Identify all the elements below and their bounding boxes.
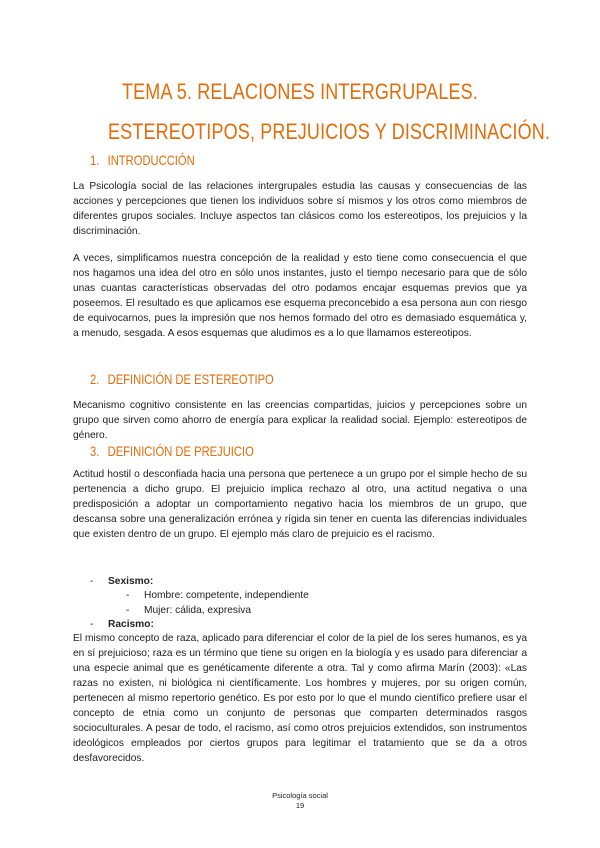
bullet-dash: - — [126, 605, 130, 616]
bullet-dash: - — [90, 576, 94, 587]
section-number: 2. — [90, 371, 100, 387]
bullet-label: Racismo: — [108, 619, 154, 630]
bullet-racismo — [90, 617, 154, 632]
section-heading-introduccion — [90, 152, 195, 168]
bullet-dash: - — [90, 619, 94, 630]
sub-bullet-text: Mujer: cálida, expresiva — [144, 605, 252, 616]
section-title: DEFINICIÓN DE ESTEREOTIPO — [107, 371, 274, 387]
document-title-line-1: TEMA 5. RELACIONES INTERGRUPALES. — [121, 79, 479, 104]
sub-bullet-text: Hombre: competente, independiente — [144, 590, 309, 601]
section-title: INTRODUCCIÓN — [107, 152, 195, 168]
document-title-line-2: ESTEREOTIPOS, PREJUICIOS Y DISCRIMINACIÓN. — [108, 119, 551, 144]
paragraph-intro-2: A veces, simplificamos nuestra concepción de la realidad y esto tiene como consecuencia el que nos hagamos una idea del otro en sólo unos instantes, justo el tiempo necesario para que de sólo unas cuantas características observadas del otro podamos encajar esquemas previos que ya poseemos. El resultado es que aplicamos ese esquema preconcebido a esa persona aun con riesgo de equivocarnos, pues la impresión que nos hemos formado del otro es demasiado esquemática y, a menudo, sesgada. A esos esquemas que aludimos es a lo que llamamos estereotipos. — [73, 253, 527, 339]
bullet-dash: - — [126, 590, 130, 601]
paragraph-racismo: El mismo concepto de raza, aplicado para diferenciar el color de la piel de los seres humanos, es ya en sí prejuicioso; raza es un término que tiene su origen en la biología y es usado para diferenciar a una especie animal que es genéticamente diferente a otra. Tal y como afirma Marín (2003): «Las razas no existen, ni biológica ni científicamente. Los hombres y mujeres, por su origen común, pertenecen al mismo repertorio genético. Es por esto por lo que el mundo científico prefiere usar el concepto de etnia como un conjunto de personas que comparten determinados rasgos socioculturales. A pesar de todo, el racismo, así como otros prejuicios extendidos, son instrumentos ideológicos empleados por ciertos grupos para legitimar el tratamiento que se da a otros desfavorecidos. — [73, 633, 527, 764]
paragraph-prejuicio: Actitud hostil o desconfiada hacia una persona que pertenece a un grupo por el simple hecho de su pertenencia a dicho grupo. El prejuicio implica rechazo al otro, una actitud negativa o una predisposición a adoptar un comportamiento negativo hacia los miembros de un grupo, que descansa sobre una generalización errónea y rígida sin tener en cuenta las diferencias individuales que existen dentro de un grupo. El ejemplo más claro de prejuicio es el racismo. — [73, 469, 527, 540]
footer-page-number: 19 — [295, 801, 305, 810]
bullet-label: Sexismo: — [108, 576, 154, 587]
section-heading-prejuicio — [90, 443, 254, 459]
section-number: 1. — [90, 152, 100, 168]
section-number: 3. — [90, 443, 100, 459]
sub-bullet-mujer — [126, 603, 251, 618]
section-title: DEFINICIÓN DE PREJUICIO — [107, 443, 254, 459]
paragraph-intro-1: La Psicología social de las relaciones intergrupales estudia las causas y consecuencias de las acciones y percepciones que tienen los individuos sobre sí mismos y los otros como miembros de diferentes grupos sociales. Incluye aspectos tan clásicos como los estereotipos, los prejuicios y la discriminación. — [73, 181, 527, 237]
paragraph-estereotipo: Mecanismo cognitivo consistente en las creencias compartidas, juicios y percepciones sobre un grupo que sirven como ahorro de energía para explicar la realidad social. Ejemplo: estereotipos de género. — [73, 400, 527, 441]
section-heading-estereotipo — [90, 371, 274, 387]
bullet-sexismo — [90, 574, 153, 589]
sub-bullet-hombre — [126, 588, 309, 603]
footer-subject: Psicología social — [272, 791, 328, 800]
